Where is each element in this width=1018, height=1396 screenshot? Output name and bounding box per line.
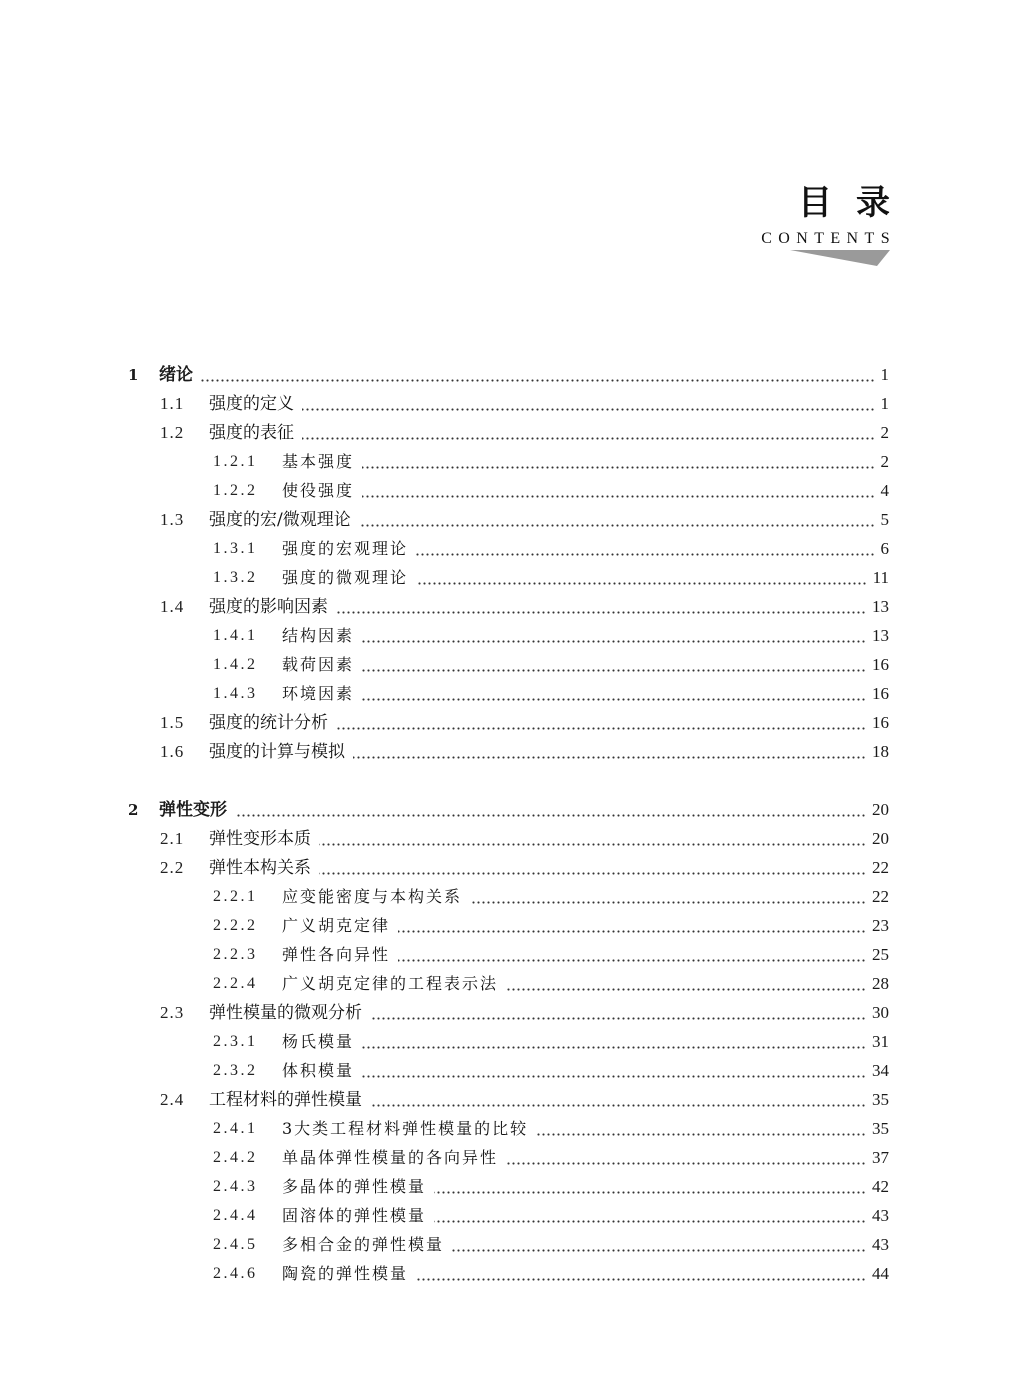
toc-entry-title: 体积模量 [282,1061,355,1080]
toc-entry-1-1[interactable] [0,386,1018,415]
toc-entry-1-2-1[interactable] [0,444,1018,473]
toc-entry-page-number: 20 [872,800,889,819]
toc-entry-page-number: 22 [872,858,889,877]
toc-entry-2-4-4[interactable] [0,1198,1018,1227]
toc-entry-page-number: 43 [872,1235,889,1254]
toc-entry-title: 单晶体弹性模量的各向异性 [282,1148,499,1167]
toc-entry-page-number: 22 [872,887,889,906]
toc-entry-page-number: 30 [872,1003,889,1022]
toc-entry-title: 环境因素 [282,684,355,703]
toc-entry-page-number: 6 [880,539,889,558]
toc-entry-page-number: 13 [872,597,889,616]
toc-entry-title: 弹性变形 [159,800,227,820]
toc-entry-2-1[interactable] [0,821,1018,850]
toc-entry-2[interactable] [0,792,1018,821]
toc-entry-number: 2.1 [160,829,185,848]
toc-entry-title: 强度的统计分析 [209,713,328,733]
toc-leader-dots [362,698,866,701]
toc-entry-title: 弹性模量的微观分析 [209,1003,362,1023]
toc-entry-title: 强度的宏观理论 [282,539,409,558]
toc-entry-title: 固溶体的弹性模量 [282,1206,427,1225]
toc-entry-number: 1.3 [160,510,185,529]
toc-entry-title: 使役强度 [282,481,355,500]
toc-entry-number: 2.4.2 [213,1149,258,1166]
toc-entry-number: 1.2.1 [213,453,258,470]
toc-entry-title: 弹性变形本质 [209,829,311,849]
toc-entry-1-2[interactable] [0,415,1018,444]
toc-entry-page-number: 34 [872,1061,889,1080]
toc-entry-1-6[interactable] [0,734,1018,763]
toc-leader-dots [434,1220,866,1223]
toc-entry-page-number: 2 [880,452,889,471]
toc-leader-dots [452,1249,866,1252]
toc-entry-page-number: 13 [872,626,889,645]
toc-entry-title: 强度的微观理论 [282,568,409,587]
toc-entry-number: 2.2 [160,858,185,877]
toc-leader-dots [359,524,875,527]
toc-entry-2-2-2[interactable] [0,908,1018,937]
toc-entry-page-number: 2 [880,423,889,442]
toc-entry-page-number: 31 [872,1032,889,1051]
toc-entry-page-number: 35 [872,1119,889,1138]
toc-entry-1-3-2[interactable] [0,560,1018,589]
toc-entry-title: 结构因素 [282,626,355,645]
toc-leader-dots [416,553,875,556]
toc-entry-number: 2.4.3 [213,1178,258,1195]
toc-entry-title: 弹性本构关系 [209,858,311,878]
toc-entry-2-2-3[interactable] [0,937,1018,966]
toc-entry-number: 2.3 [160,1003,185,1022]
toc-entry-number: 2.2.4 [213,975,258,992]
toc-leader-dots [398,959,866,962]
toc-entry-2-4[interactable] [0,1082,1018,1111]
toc-entry-page-number: 28 [872,974,889,993]
toc-entry-number: 2.4.5 [213,1236,258,1253]
toc-entry-title: 多晶体的弹性模量 [282,1177,427,1196]
toc-entry-title: 3大类工程材料弹性模量的比较 [282,1119,529,1138]
toc-entry-number: 1.4.1 [213,627,258,644]
toc-entry-number: 1.3.1 [213,540,258,557]
toc-entry-1-4-1[interactable] [0,618,1018,647]
toc-leader-dots [506,988,866,991]
toc-leader-dots [506,1162,866,1165]
page-title: 目录 [798,183,914,223]
toc-leader-dots [370,1017,866,1020]
toc-entry-title: 绪论 [159,365,193,385]
toc-leader-dots [362,1075,866,1078]
toc-entry-number: 1.1 [160,394,185,413]
toc-entry-title: 强度的影响因素 [209,597,328,617]
toc-leader-dots [434,1191,866,1194]
toc-entry-title: 多相合金的弹性模量 [282,1235,445,1254]
toc-entry-2-2[interactable] [0,850,1018,879]
toc-entry-page-number: 1 [880,365,889,384]
toc-entry-title: 应变能密度与本构关系 [282,887,463,906]
toc-entry-page-number: 4 [880,481,889,500]
toc-entry-title: 陶瓷的弹性模量 [282,1264,409,1283]
toc-entry-title: 强度的表征 [209,423,294,443]
toc-leader-dots [398,930,866,933]
toc-entry-page-number: 23 [872,916,889,935]
toc-entry-2-3-1[interactable] [0,1024,1018,1053]
toc-entry-number: 2.3.2 [213,1062,258,1079]
toc-entry-page-number: 42 [872,1177,889,1196]
toc-entry-2-4-6[interactable] [0,1256,1018,1285]
toc-entry-2-2-1[interactable] [0,879,1018,908]
toc-entry-title: 基本强度 [282,452,355,471]
toc-entry-1-4-3[interactable] [0,676,1018,705]
toc-leader-dots [336,611,866,614]
toc-entry-title: 强度的定义 [209,394,294,414]
toc-entry-page-number: 37 [872,1148,889,1167]
toc-leader-dots [416,1278,866,1281]
toc-leader-dots [362,495,875,498]
toc-entry-page-number: 16 [872,684,889,703]
toc-entry-number: 2.2.2 [213,917,258,934]
toc-leader-dots [370,1104,866,1107]
toc-entry-1-3-1[interactable] [0,531,1018,560]
toc-entry-number: 2.2.3 [213,946,258,963]
toc-entry-1-4[interactable] [0,589,1018,618]
toc-entry-1-2-2[interactable] [0,473,1018,502]
toc-entry-page-number: 16 [872,713,889,732]
toc-leader-dots [362,466,875,469]
decorative-wedge [790,250,890,266]
toc-entry-page-number: 20 [872,829,889,848]
toc-entry-page-number: 1 [880,394,889,413]
toc-leader-dots [353,756,866,759]
toc-entry-2-3[interactable] [0,995,1018,1024]
toc-entry-number: 1.5 [160,713,185,732]
contents-header [761,178,914,250]
toc-entry-number: 2.4 [160,1090,185,1109]
toc-leader-dots [362,640,866,643]
toc-leader-dots [201,379,875,382]
toc-entry-number: 1.4.2 [213,656,258,673]
toc-entry-number: 1.3.2 [213,569,258,586]
toc-entry-1-4-2[interactable] [0,647,1018,676]
toc-entry-title: 广义胡克定律的工程表示法 [282,974,499,993]
toc-leader-dots [235,814,866,817]
toc-entry-1-3[interactable] [0,502,1018,531]
toc-entry-page-number: 35 [872,1090,889,1109]
toc-entry-page-number: 5 [880,510,889,529]
toc-entry-2-4-3[interactable] [0,1169,1018,1198]
toc-leader-dots [536,1133,866,1136]
toc-entry-title: 杨氏模量 [282,1032,355,1051]
page-subtitle: CONTENTS [761,230,896,247]
toc-entry-page-number: 18 [872,742,889,761]
toc-entry-page-number: 44 [872,1264,889,1283]
toc-entry-number: 1.2.2 [213,482,258,499]
toc-entry-2-4-1[interactable] [0,1111,1018,1140]
toc-entry-title: 工程材料的弹性模量 [209,1090,362,1110]
toc-entry-1-5[interactable] [0,705,1018,734]
toc-leader-dots [336,727,866,730]
toc-entry-title: 强度的宏/微观理论 [209,510,351,530]
toc-leader-dots [416,582,867,585]
toc-entry-title: 强度的计算与模拟 [209,742,345,762]
toc-entry-page-number: 25 [872,945,889,964]
toc-entry-title: 载荷因素 [282,655,355,674]
toc-entry-number: 1.4.3 [213,685,258,702]
toc-entry-number: 2 [128,801,139,819]
toc-entry-2-4-5[interactable] [0,1227,1018,1256]
toc-entry-number: 2.3.1 [213,1033,258,1050]
toc-entry-2-4-2[interactable] [0,1140,1018,1169]
toc-entry-2-3-2[interactable] [0,1053,1018,1082]
toc-leader-dots [470,901,866,904]
toc-entry-number: 2.2.1 [213,888,258,905]
toc-entry-number: 1.4 [160,597,185,616]
toc-leader-dots [362,669,866,672]
toc-entry-page-number: 11 [872,568,889,587]
toc-entry-1[interactable] [0,357,1018,386]
toc-entry-title: 弹性各向异性 [282,945,391,964]
toc-entry-number: 1.2 [160,423,185,442]
toc-entry-title: 广义胡克定律 [282,916,391,935]
toc-entry-page-number: 16 [872,655,889,674]
toc-leader-dots [319,843,866,846]
toc-leader-dots [319,872,866,875]
toc-leader-dots [302,408,875,411]
toc-entry-number: 2.4.4 [213,1207,258,1224]
toc-entry-page-number: 43 [872,1206,889,1225]
toc-entry-number: 1 [128,366,139,384]
toc-leader-dots [302,437,875,440]
toc-entry-number: 1.6 [160,742,185,761]
toc-leader-dots [362,1046,866,1049]
toc-entry-2-2-4[interactable] [0,966,1018,995]
toc-entry-number: 2.4.1 [213,1120,258,1137]
toc-entry-number: 2.4.6 [213,1265,258,1282]
